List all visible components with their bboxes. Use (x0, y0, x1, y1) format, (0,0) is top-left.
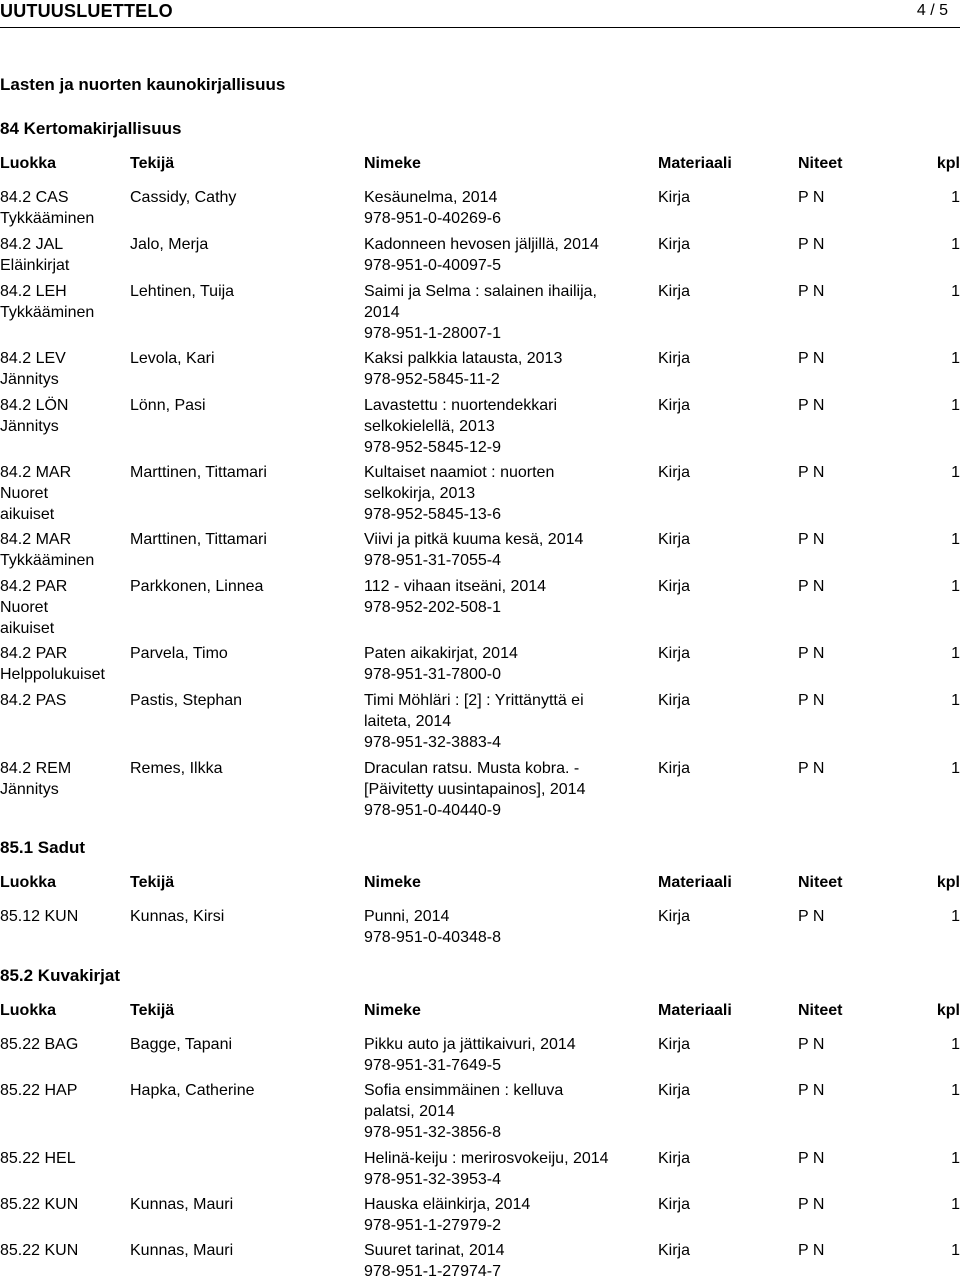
title-cell: Timi Möhläri : [2] : Yrittänyttä ei laiteta, 2014 978-951-32-3883-4 (364, 692, 584, 751)
page-header (0, 0, 960, 28)
column-header-tekija: Tekijä (130, 874, 175, 891)
class-cell: 84.2 LEV Jännitys (0, 350, 66, 388)
author-cell: Bagge, Tapani (130, 1036, 233, 1053)
copies-cell: P N (798, 236, 825, 253)
column-header-nimeke: Nimeke (364, 1002, 421, 1019)
author-cell: Marttinen, Tittamari (130, 464, 267, 481)
copies-cell: P N (798, 397, 825, 414)
copies-cell: P N (798, 1036, 825, 1053)
quantity-cell: 1 (951, 1036, 960, 1053)
quantity-cell: 1 (951, 760, 960, 777)
column-header-kpl: kpl (936, 155, 960, 172)
quantity-cell: 1 (951, 692, 960, 709)
copies-cell: P N (798, 283, 825, 300)
class-cell: 85.12 KUN (0, 908, 79, 925)
copies-cell: P N (798, 692, 825, 709)
author-cell: Kunnas, Mauri (130, 1196, 234, 1213)
quantity-cell: 1 (951, 1150, 960, 1167)
column-header-niteet: Niteet (798, 155, 843, 172)
quantity-cell: 1 (951, 645, 960, 662)
title-cell: Hauska eläinkirja, 2014 978-951-1-27979-2 (364, 1196, 531, 1234)
main-title: Lasten ja nuorten kaunokirjallisuus (0, 75, 286, 94)
material-cell: Kirja (658, 645, 691, 662)
column-header-nimeke: Nimeke (364, 874, 421, 891)
column-header-tekija: Tekijä (130, 1002, 175, 1019)
copies-cell: P N (798, 1242, 825, 1259)
author-cell: Levola, Kari (130, 350, 215, 367)
title-cell: Kesäunelma, 2014 978-951-0-40269-6 (364, 189, 501, 227)
column-header-luokka: Luokka (0, 1002, 57, 1019)
quantity-cell: 1 (951, 1082, 960, 1099)
document-title: UUTUUSLUETTELO (0, 1, 173, 21)
class-cell: 84.2 PAS (0, 692, 67, 709)
column-header-kpl: kpl (936, 1002, 960, 1019)
column-header-materiaali: Materiaali (658, 155, 732, 172)
author-cell: Lönn, Pasi (130, 397, 206, 414)
class-cell: 85.22 KUN (0, 1242, 79, 1259)
author-cell: Pastis, Stephan (130, 692, 243, 709)
copies-cell: P N (798, 645, 825, 662)
copies-cell: P N (798, 464, 825, 481)
quantity-cell: 1 (951, 283, 960, 300)
author-cell: Hapka, Catherine (130, 1082, 255, 1099)
title-cell: Helinä-keiju : merirosvokeiju, 2014 978-951-32-3953-4 (364, 1150, 609, 1188)
title-cell: Kaksi palkkia latausta, 2013 978-952-5845-11-2 (364, 350, 563, 388)
material-cell: Kirja (658, 1242, 691, 1259)
material-cell: Kirja (658, 1150, 691, 1167)
class-cell: 84.2 PAR Helppolukuiset (0, 645, 105, 683)
class-cell: 85.22 HEL (0, 1150, 76, 1167)
title-cell: Punni, 2014 978-951-0-40348-8 (364, 908, 501, 946)
quantity-cell: 1 (951, 236, 960, 253)
class-cell: 84.2 JAL Eläinkirjat (0, 236, 70, 274)
class-cell: 85.22 HAP (0, 1082, 78, 1099)
author-cell: Remes, Ilkka (130, 760, 223, 777)
material-cell: Kirja (658, 692, 691, 709)
quantity-cell: 1 (951, 1196, 960, 1213)
title-cell: Kultaiset naamiot : nuorten selkokirja, 2013 978-952-5845-13-6 (364, 464, 555, 523)
title-cell: Paten aikakirjat, 2014 978-951-31-7800-0 (364, 645, 518, 683)
class-cell: 85.22 BAG (0, 1036, 79, 1053)
quantity-cell: 1 (951, 189, 960, 206)
column-header-nimeke: Nimeke (364, 155, 421, 172)
copies-cell: P N (798, 189, 825, 206)
column-header-materiaali: Materiaali (658, 874, 732, 891)
title-cell: Kadonneen hevosen jäljillä, 2014 978-951-0-40097-5 (364, 236, 599, 274)
class-cell: 84.2 PAR Nuoret aikuiset (0, 578, 68, 637)
title-cell: 112 - vihaan itseäni, 2014 978-952-202-508-1 (364, 578, 547, 616)
author-cell: Marttinen, Tittamari (130, 531, 267, 548)
author-cell: Kunnas, Mauri (130, 1242, 234, 1259)
section-title: 85.2 Kuvakirjat (0, 966, 121, 985)
author-cell: Parvela, Timo (130, 645, 228, 662)
page-number: 4 / 5 (916, 2, 948, 19)
quantity-cell: 1 (951, 397, 960, 414)
title-cell: Pikku auto ja jättikaivuri, 2014 978-951-31-7649-5 (364, 1036, 576, 1074)
copies-cell: P N (798, 350, 825, 367)
section-title: 85.1 Sadut (0, 838, 86, 857)
title-cell: Viivi ja pitkä kuuma kesä, 2014 978-951-31-7055-4 (364, 531, 584, 569)
title-cell: Lavastettu : nuortendekkari selkokielellä, 2013 978-952-5845-12-9 (364, 397, 558, 456)
quantity-cell: 1 (951, 531, 960, 548)
quantity-cell: 1 (951, 908, 960, 925)
material-cell: Kirja (658, 578, 691, 595)
sub-title: 84 Kertomakirjallisuus (0, 119, 182, 138)
author-cell: Cassidy, Cathy (130, 189, 237, 206)
copies-cell: P N (798, 1196, 825, 1213)
class-cell: 84.2 MAR Nuoret aikuiset (0, 464, 72, 523)
copies-cell: P N (798, 531, 825, 548)
material-cell: Kirja (658, 350, 691, 367)
class-cell: 84.2 CAS Tykkääminen (0, 189, 95, 227)
class-cell: 84.2 LÖN Jännitys (0, 397, 69, 435)
copies-cell: P N (798, 908, 825, 925)
author-cell: Lehtinen, Tuija (130, 283, 235, 300)
material-cell: Kirja (658, 531, 691, 548)
copies-cell: P N (798, 1082, 825, 1099)
class-cell: 84.2 LEH Tykkääminen (0, 283, 95, 321)
quantity-cell: 1 (951, 1242, 960, 1259)
title-cell: Sofia ensimmäinen : kelluva palatsi, 2014 978-951-32-3856-8 (364, 1082, 564, 1141)
class-cell: 84.2 REM Jännitys (0, 760, 72, 798)
author-cell: Parkkonen, Linnea (130, 578, 264, 595)
material-cell: Kirja (658, 1082, 691, 1099)
quantity-cell: 1 (951, 350, 960, 367)
material-cell: Kirja (658, 236, 691, 253)
title-cell: Draculan ratsu. Musta kobra. - [Päivitetty uusintapainos], 2014 978-951-0-40440-9 (364, 760, 586, 819)
material-cell: Kirja (658, 189, 691, 206)
material-cell: Kirja (658, 1196, 691, 1213)
quantity-cell: 1 (951, 578, 960, 595)
material-cell: Kirja (658, 397, 691, 414)
material-cell: Kirja (658, 464, 691, 481)
author-cell: Jalo, Merja (130, 236, 209, 253)
column-header-tekija: Tekijä (130, 155, 175, 172)
copies-cell: P N (798, 760, 825, 777)
material-cell: Kirja (658, 908, 691, 925)
title-cell: Saimi ja Selma : salainen ihailija, 2014 978-951-1-28007-1 (364, 283, 597, 342)
title-cell: Suuret tarinat, 2014 978-951-1-27974-7 (364, 1242, 505, 1280)
column-header-materiaali: Materiaali (658, 1002, 732, 1019)
column-header-kpl: kpl (936, 874, 960, 891)
column-header-luokka: Luokka (0, 874, 57, 891)
column-header-luokka: Luokka (0, 155, 57, 172)
material-cell: Kirja (658, 1036, 691, 1053)
material-cell: Kirja (658, 760, 691, 777)
material-cell: Kirja (658, 283, 691, 300)
copies-cell: P N (798, 578, 825, 595)
class-cell: 84.2 MAR Tykkääminen (0, 531, 95, 569)
author-cell: Kunnas, Kirsi (130, 908, 225, 925)
column-header-niteet: Niteet (798, 874, 843, 891)
column-header-niteet: Niteet (798, 1002, 843, 1019)
quantity-cell: 1 (951, 464, 960, 481)
class-cell: 85.22 KUN (0, 1196, 79, 1213)
copies-cell: P N (798, 1150, 825, 1167)
